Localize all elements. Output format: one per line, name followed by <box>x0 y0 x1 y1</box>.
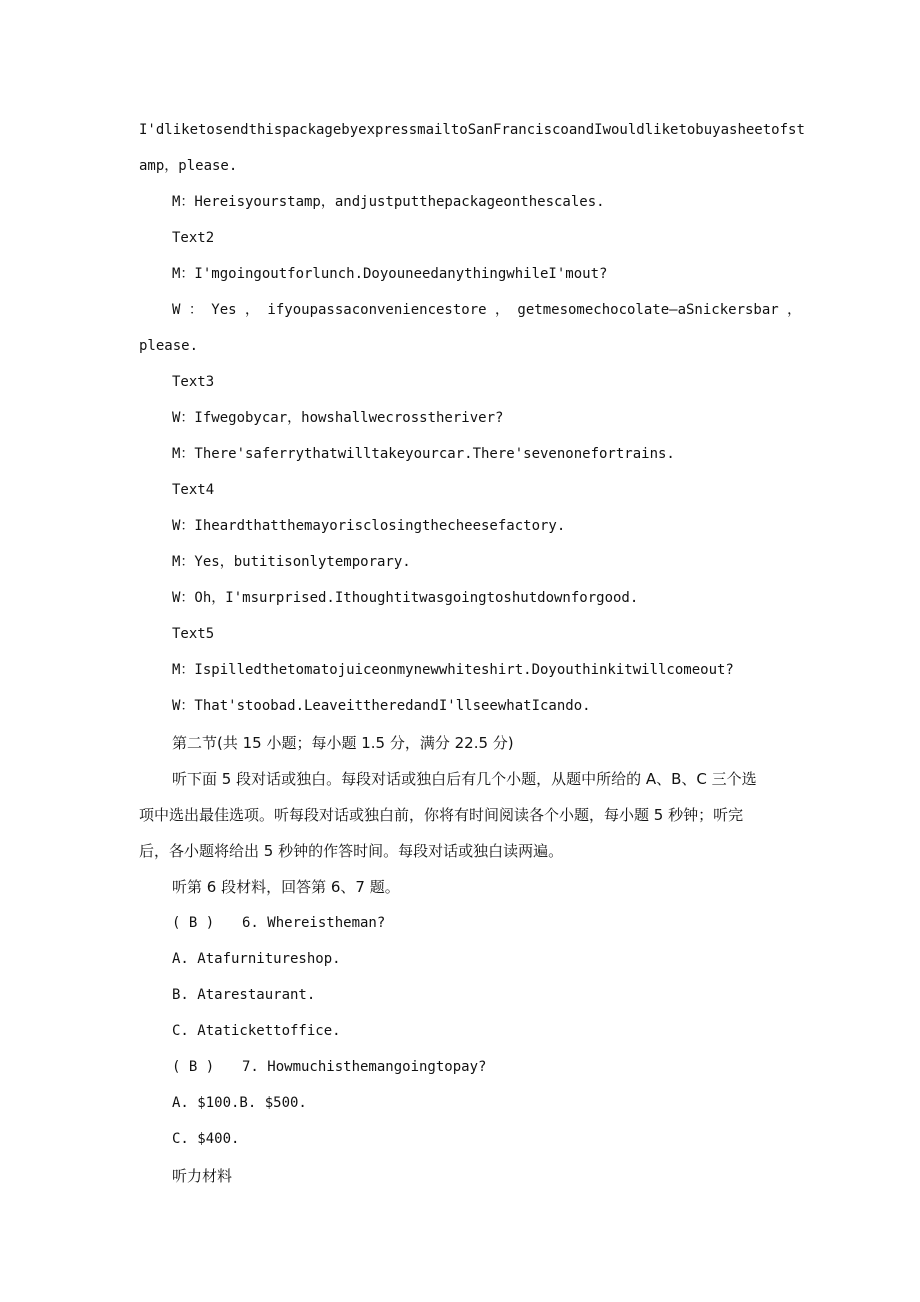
transcript-line-16: M：Ispilledthetomatojuiceonmynewwhiteshirt.Doyouthinkitwillcomeout? <box>172 662 734 678</box>
transcript-line-3: M：Hereisyourstamp，andjustputthepackageonthescales. <box>172 194 605 210</box>
question-6-text: 6. Whereistheman? <box>242 915 386 931</box>
transcript-line-13: M：Yes，butitisonlytemporary. <box>172 554 411 570</box>
question-6 <box>172 914 385 932</box>
transcript-line-17: W：That'stoobad.LeaveittheredandI'llseewhatIcando. <box>172 698 591 714</box>
transcript-line-1: I'dliketosendthispackagebyexpressmailtoSanFranciscoandIwouldliketobuyasheetofst <box>139 122 805 138</box>
text4-heading: Text4 <box>172 482 215 498</box>
instructions-line-2: 项中选出最佳选项。听每段对话或独白前，你将有时间阅读各个小题，每小题 5 秒钟；听完 <box>139 806 744 824</box>
question-7-text: 7. Howmuchisthemangoingtopay? <box>242 1059 487 1075</box>
answer-6: ( B ) <box>172 915 215 931</box>
question-7-option-c: C. $400. <box>172 1131 240 1147</box>
footer-label: 听力材料 <box>172 1167 233 1185</box>
text5-heading: Text5 <box>172 626 215 642</box>
question-6-option-a: A. Atafurnitureshop. <box>172 951 341 967</box>
material-prompt: 听第 6 段材料，回答第 6、7 题。 <box>172 878 400 896</box>
text2-heading: Text2 <box>172 230 215 246</box>
transcript-line-2: amp，please. <box>139 158 238 174</box>
transcript-line-5: M：I'mgoingoutforlunch.DoyouneedanythingwhileI'mout? <box>172 266 608 282</box>
transcript-line-10: M：There'saferrythatwilltakeyourcar.There'sevenonefortrains. <box>172 446 675 462</box>
transcript-line-14: W：Oh，I'msurprised.Ithoughtitwasgoingtoshutdownforgood. <box>172 590 639 606</box>
transcript-line-7: please. <box>139 338 199 354</box>
transcript-line-9: W：Ifwegobycar，howshallwecrosstheriver? <box>172 410 504 426</box>
transcript-line-6: W ： Yes ， ifyoupassaconveniencestore ， getmesomechocolate—aSnickersbar ， <box>172 302 802 318</box>
question-6-option-b: B. Atarestaurant. <box>172 987 316 1003</box>
answer-7: ( B ) <box>172 1059 215 1075</box>
instructions-line-3: 后，各小题将给出 5 秒钟的作答时间。每段对话或独白读两遍。 <box>139 842 564 860</box>
question-7-option-ab: A. $100.B. $500. <box>172 1095 307 1111</box>
question-6-option-c: C. Atatickettoffice. <box>172 1023 341 1039</box>
instructions-line-1: 听下面 5 段对话或独白。每段对话或独白后有几个小题，从题中所给的 A、B、C 三个选 <box>172 770 757 788</box>
question-7 <box>172 1058 486 1076</box>
text3-heading: Text3 <box>172 374 215 390</box>
transcript-line-12: W：Iheardthatthemayorisclosingthecheesefactory. <box>172 518 566 534</box>
section-heading: 第二节(共 15 小题；每小题 1.5 分，满分 22.5 分) <box>172 734 514 752</box>
